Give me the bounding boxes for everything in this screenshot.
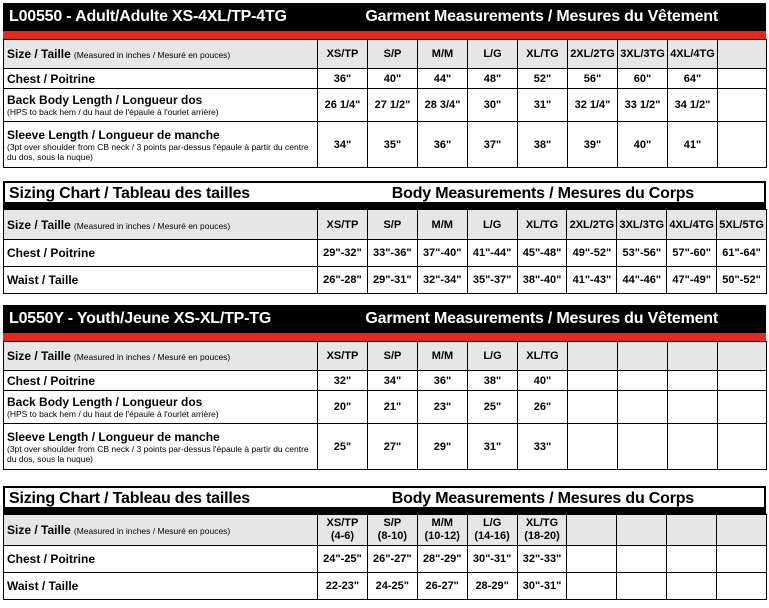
table-cell: 40": [368, 69, 418, 89]
adult-body-header: [3, 181, 766, 204]
table-cell: [668, 391, 718, 424]
body-measurements-title: Body Measurements / Mesures du Corps: [391, 185, 694, 202]
table-cell: 27 1/2": [368, 89, 418, 122]
size-header: S/P: [368, 342, 418, 371]
table-cell: 26 1/4": [318, 89, 368, 122]
adult-garment-header: [3, 3, 766, 31]
table-cell: [568, 424, 618, 470]
table-cell: 34": [318, 122, 368, 168]
size-header: L/G: [467, 210, 517, 240]
size-header: L/G (14-16): [467, 515, 517, 546]
table-row: [4, 391, 767, 424]
table-cell: 30": [468, 89, 518, 122]
table-cell: 32": [318, 371, 368, 391]
adult-code-title: L00550 - Adult/Adulte XS-4XL/TP-4TG: [9, 8, 287, 25]
table-cell: 25": [468, 391, 518, 424]
table-cell: 37": [468, 122, 518, 168]
row-label: Back Body Length / Longueur dos (HPS to back hem / du haut de l'épaule à l'ourlet arrière): [4, 89, 318, 122]
table-cell: [567, 573, 617, 600]
red-divider: [3, 31, 766, 39]
table-cell: 29": [418, 424, 468, 470]
table-cell: 32"-33": [517, 546, 567, 573]
row-label: Waist / Taille: [4, 267, 318, 294]
table-row: [4, 210, 767, 240]
table-cell: [718, 424, 767, 470]
table-cell: 26": [518, 391, 568, 424]
size-header: [617, 515, 667, 546]
size-header: L/G: [468, 40, 518, 69]
size-header: 2XL/2TG: [568, 40, 618, 69]
size-header: [618, 342, 668, 371]
size-header: [668, 342, 718, 371]
size-header: [718, 40, 767, 69]
table-cell: [667, 546, 717, 573]
table-cell: 33": [518, 424, 568, 470]
table-cell: 24"-25": [318, 546, 368, 573]
youth-code-title: L0550Y - Youth/Jeune XS-XL/TP-TG: [9, 310, 272, 327]
table-cell: 44"-46": [617, 267, 667, 294]
table-cell: 28"-29": [417, 546, 467, 573]
table-cell: [718, 391, 767, 424]
table-cell: 23": [418, 391, 468, 424]
row-label: Back Body Length / Longueur dos (HPS to back hem / du haut de l'épaule à l'ourlet arrière): [4, 391, 318, 424]
table-cell: 60": [618, 69, 668, 89]
table-cell: 31": [468, 424, 518, 470]
table-cell: 37"-40": [417, 240, 467, 267]
table-cell: [718, 371, 767, 391]
table-cell: 29"-31": [367, 267, 417, 294]
row-label: Chest / Poitrine: [4, 240, 318, 267]
table-cell: 35"-37": [467, 267, 517, 294]
table-cell: 38"-40": [517, 267, 567, 294]
table-row: [4, 89, 767, 122]
size-header: 3XL/3TG: [618, 40, 668, 69]
table-cell: [617, 573, 667, 600]
table-cell: 47"-49": [667, 267, 717, 294]
size-header: XS/TP: [318, 40, 368, 69]
table-cell: 64": [668, 69, 718, 89]
youth-garment-header: [3, 305, 766, 333]
table-cell: 22-23": [318, 573, 368, 600]
table-cell: 27": [368, 424, 418, 470]
table-cell: [668, 371, 718, 391]
table-cell: [667, 573, 717, 600]
table-cell: [618, 371, 668, 391]
adult-section-title: Garment Measurements / Mesures du Vêtement: [365, 8, 718, 25]
table-cell: [618, 391, 668, 424]
table-cell: 38": [468, 371, 518, 391]
table-row: [4, 424, 767, 470]
table-cell: 49"-52": [567, 240, 617, 267]
table-cell: [718, 69, 767, 89]
table-cell: 41"-43": [567, 267, 617, 294]
table-cell: 41"-44": [467, 240, 517, 267]
size-header: [718, 342, 767, 371]
table-row: [4, 122, 767, 168]
table-row: [4, 69, 767, 89]
table-cell: 48": [468, 69, 518, 89]
table-cell: [567, 546, 617, 573]
youth-garment-table: [3, 341, 767, 470]
table-cell: 41": [668, 122, 718, 168]
table-cell: 25": [318, 424, 368, 470]
table-cell: 40": [518, 371, 568, 391]
size-header: 4XL/4TG: [668, 40, 718, 69]
table-cell: 35": [368, 122, 418, 168]
size-header: XL/TG: [517, 210, 567, 240]
size-header: XL/TG (18-20): [517, 515, 567, 546]
table-cell: [668, 424, 718, 470]
table-cell: [717, 573, 767, 600]
youth-body-header: [3, 486, 766, 509]
adult-garment-section: [3, 3, 766, 168]
table-cell: 44": [418, 69, 468, 89]
table-row: [4, 240, 767, 267]
youth-body-section: [3, 486, 766, 600]
size-header: M/M: [418, 342, 468, 371]
table-row: [4, 573, 767, 600]
table-cell: 21": [368, 391, 418, 424]
table-cell: 36": [418, 371, 468, 391]
table-row: [4, 515, 767, 546]
table-cell: 34": [368, 371, 418, 391]
table-row: [4, 371, 767, 391]
table-row: [4, 267, 767, 294]
size-header: S/P: [368, 40, 418, 69]
size-header: 4XL/4TG: [667, 210, 717, 240]
adult-garment-table: [3, 39, 767, 168]
size-label-cell: Size / Taille (Measured in inches / Mesuré en pouces): [4, 40, 318, 69]
row-label: Sleeve Length / Longueur de manche (3pt over shoulder from CB neck / 3 points par-dessus l'épaule à partir du centre du dos, sous la nuque): [4, 122, 318, 168]
size-header: M/M: [418, 40, 468, 69]
sizing-chart-title: Sizing Chart / Tableau des tailles: [9, 185, 250, 202]
table-cell: 61"-64": [717, 240, 767, 267]
size-header: S/P: [367, 210, 417, 240]
table-cell: [617, 546, 667, 573]
youth-body-table: [3, 514, 767, 600]
table-cell: [618, 424, 668, 470]
size-header: [717, 515, 767, 546]
table-cell: [718, 122, 767, 168]
table-cell: 52": [518, 69, 568, 89]
row-label: Chest / Poitrine: [4, 371, 318, 391]
table-cell: 20": [318, 391, 368, 424]
size-header: [568, 342, 618, 371]
table-row: [4, 342, 767, 371]
sizing-chart-title: Sizing Chart / Tableau des tailles: [9, 490, 250, 507]
size-header: 5XL/5TG: [717, 210, 767, 240]
size-header: 2XL/2TG: [567, 210, 617, 240]
red-divider: [3, 333, 766, 341]
size-header: M/M: [417, 210, 467, 240]
table-cell: [718, 89, 767, 122]
table-row: [4, 40, 767, 69]
row-label: Chest / Poitrine: [4, 69, 318, 89]
size-label-cell: Size / Taille (Measured in inches / Mesuré en pouces): [4, 210, 318, 240]
size-header: XL/TG: [518, 40, 568, 69]
table-cell: 50"-52": [717, 267, 767, 294]
size-header: L/G: [468, 342, 518, 371]
table-cell: 33"-36": [367, 240, 417, 267]
table-cell: 24-25": [367, 573, 417, 600]
row-label: Sleeve Length / Longueur de manche (3pt over shoulder from CB neck / 3 points par-dessus l'épaule à partir du centre du dos, sous la nuque): [4, 424, 318, 470]
table-cell: [568, 391, 618, 424]
size-label-cell: Size / Taille (Measured in inches / Mesuré en pouces): [4, 515, 318, 546]
table-cell: 45"-48": [517, 240, 567, 267]
size-header: XS/TP: [318, 210, 368, 240]
table-cell: 53"-56": [617, 240, 667, 267]
table-cell: 31": [518, 89, 568, 122]
table-cell: 30"-31": [517, 573, 567, 600]
size-header: XS/TP (4-6): [318, 515, 368, 546]
table-cell: 34 1/2": [668, 89, 718, 122]
table-cell: [717, 546, 767, 573]
size-header: S/P (8-10): [367, 515, 417, 546]
size-header: XL/TG: [518, 342, 568, 371]
table-cell: 32"-34": [417, 267, 467, 294]
youth-section-title: Garment Measurements / Mesures du Vêtement: [365, 310, 718, 327]
size-header: [567, 515, 617, 546]
body-measurements-title: Body Measurements / Mesures du Corps: [391, 490, 694, 507]
table-cell: 26"-28": [318, 267, 368, 294]
size-label-cell: Size / Taille (Measured in inches / Mesuré en pouces): [4, 342, 318, 371]
size-header: [667, 515, 717, 546]
table-cell: 57"-60": [667, 240, 717, 267]
table-cell: 40": [618, 122, 668, 168]
table-cell: 28 3/4": [418, 89, 468, 122]
table-cell: 56": [568, 69, 618, 89]
size-header: M/M (10-12): [417, 515, 467, 546]
table-cell: 29"-32": [318, 240, 368, 267]
table-cell: 30"-31": [467, 546, 517, 573]
table-cell: 26"-27": [367, 546, 417, 573]
table-cell: 36": [418, 122, 468, 168]
table-cell: 28-29": [467, 573, 517, 600]
adult-body-table: [3, 209, 767, 294]
size-header: 3XL/3TG: [617, 210, 667, 240]
table-cell: [568, 371, 618, 391]
adult-body-section: [3, 181, 766, 294]
youth-garment-section: [3, 305, 766, 470]
table-cell: 32 1/4": [568, 89, 618, 122]
size-header: XS/TP: [318, 342, 368, 371]
table-cell: 38": [518, 122, 568, 168]
table-cell: 26-27": [417, 573, 467, 600]
table-cell: 33 1/2": [618, 89, 668, 122]
table-cell: 39": [568, 122, 618, 168]
table-row: [4, 546, 767, 573]
row-label: Waist / Taille: [4, 573, 318, 600]
row-label: Chest / Poitrine: [4, 546, 318, 573]
table-cell: 36": [318, 69, 368, 89]
